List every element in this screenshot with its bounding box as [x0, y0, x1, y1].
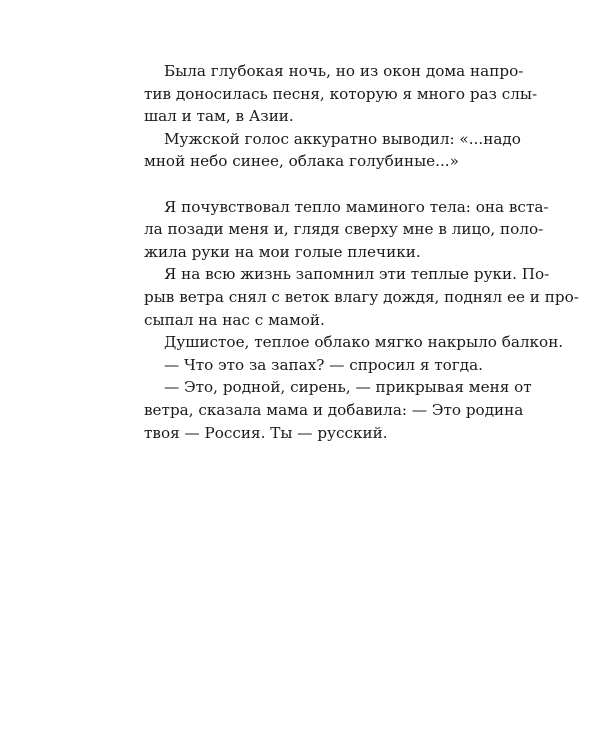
text-line: твоя — Россия. Ты — русский.: [144, 423, 388, 442]
text-line: рыв ветра снял с веток влагу дождя, поднял ее и про-: [144, 287, 579, 306]
paragraph: [144, 128, 521, 173]
text-line: Я на всю жизнь запомнил эти теплые руки. По-: [164, 265, 550, 284]
text-line: Мужской голос аккуратно выводил: «...надо: [164, 129, 521, 148]
text-line: шал и там, в Азии.: [144, 107, 294, 126]
text-line: ветра, сказала мама и добавила: — Это родина: [144, 400, 524, 419]
page-body: [144, 60, 579, 444]
paragraph: [144, 354, 483, 377]
paragraph: [144, 331, 564, 354]
paragraph: [144, 376, 532, 444]
section-break: [144, 173, 466, 196]
text-line: Я почувствовал тепло маминого тела: она вста-: [164, 197, 549, 216]
text-line: — Что это за запах? — спросил я тогда.: [164, 355, 483, 374]
text-line: ла позади меня и, глядя сверху мне в лицо, поло-: [144, 220, 544, 239]
paragraph: [144, 196, 549, 264]
text-line: сыпал на нас с мамой.: [144, 310, 325, 329]
paragraph: [144, 60, 538, 128]
text-line: — Это, родной, сирень, — прикрывая меня от: [164, 378, 532, 397]
text-line: жила руки на мои голые плечики.: [144, 242, 421, 261]
paragraph: [144, 263, 579, 331]
text-line: Душистое, теплое облако мягко накрыло балкон.: [164, 333, 564, 352]
text-line: тив доносилась песня, которую я много раз слы-: [144, 84, 538, 103]
text-line: мной небо синее, облака голубиные...»: [144, 152, 459, 171]
text-line: Была глубокая ночь, но из окон дома напро-: [164, 62, 524, 80]
